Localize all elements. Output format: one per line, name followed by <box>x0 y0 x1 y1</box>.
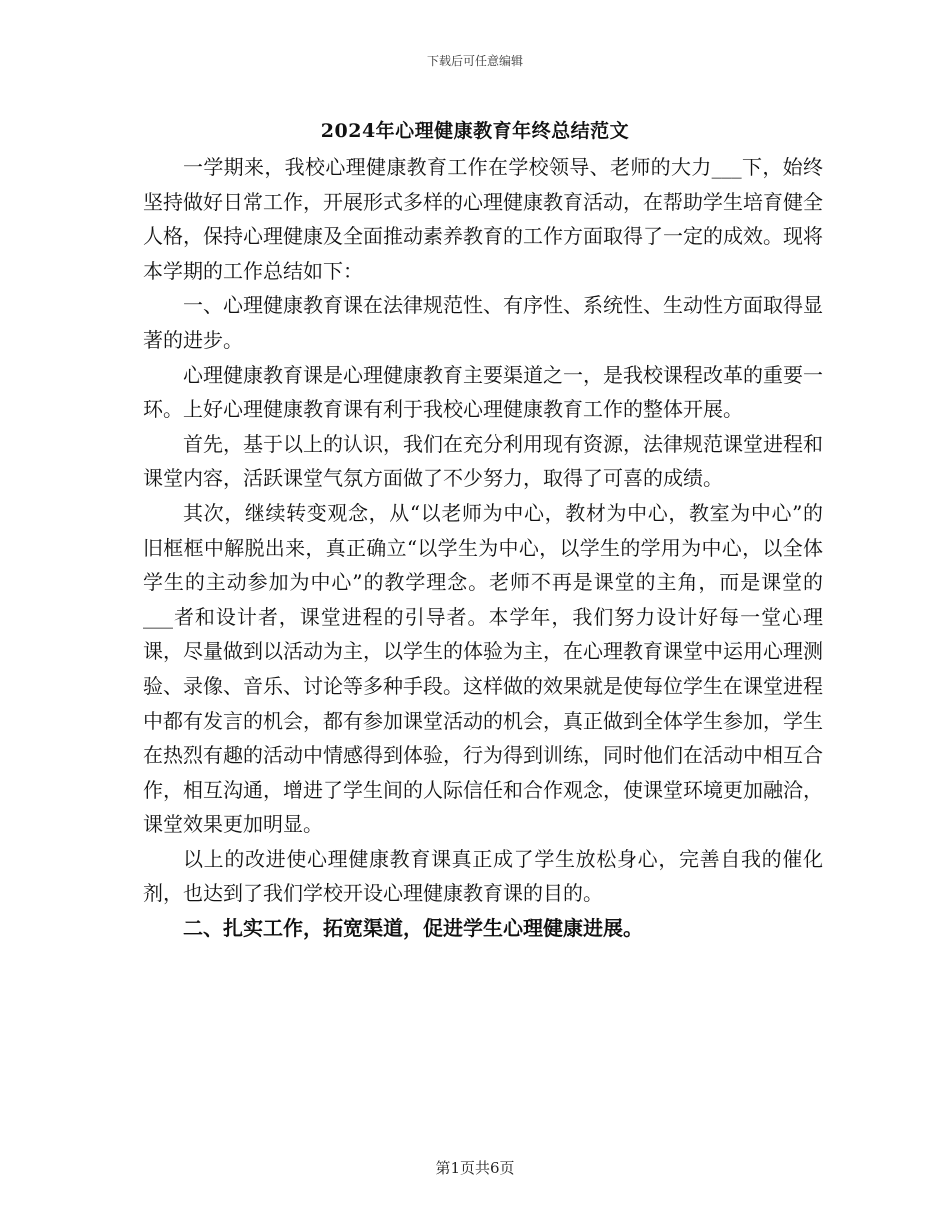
paragraph: 心理健康教育课是心理健康教育主要渠道之一，是我校课程改革的重要一环。上好心理健康教育课有利于我校心理健康教育工作的整体开展。 <box>143 362 823 422</box>
document-title: 2024年心理健康教育年终总结范文 <box>320 120 630 142</box>
paragraph: 其次，继续转变观念，从“以老师为中心，教材为中心，教室为中心”的旧框框中解脱出来，真正确立“以学生为中心，以学生的学用为中心，以全体学生的主动参加为中心”的教学理念。老师不再是课堂的主角，而是课堂的___者和设计者，课堂进程的引导者。本学年，我们努力设计好每一堂心理课，尽量做到以活动为主，以学生的体验为主，在心理教育课堂中运用心理测验、录像、音乐、讨论等多种手段。这样做的效果就是使每位学生在课堂进程中都有发言的机会，都有参加课堂活动的机会，真正做到全体学生参加，学生在热烈有趣的活动中情感得到体验，行为得到训练，同时他们在活动中相互合作，相互沟通，增进了学生间的人际信任和合作观念，使课堂环境更加融洽，课堂效果更加明显。 <box>143 500 823 837</box>
paragraph: 一学期来，我校心理健康教育工作在学校领导、老师的大力___下，始终坚持做好日常工作，开展形式多样的心理健康教育活动，在帮助学生培育健全人格，保持心理健康及全面推动素养教育的工作方面取得了一定的成效。现将本学期的工作总结如下： <box>143 155 823 283</box>
section-heading: 二、扎实工作，拓宽渠道，促进学生心理健康进展。 <box>183 916 643 941</box>
paragraph: 首先，基于以上的认识，我们在充分利用现有资源，法律规范课堂进程和课堂内容，活跃课堂气氛方面做了不少努力，取得了可喜的成绩。 <box>143 431 823 491</box>
document-body <box>143 150 823 946</box>
page-number: 第1页共6页 <box>435 1159 515 1177</box>
header-note: 下载后可任意编辑 <box>426 54 523 68</box>
paragraph: 一、心理健康教育课在法律规范性、有序性、系统性、生动性方面取得显著的进步。 <box>143 293 823 352</box>
paragraph: 以上的改进使心理健康教育课真正成了学生放松身心，完善自我的催化剂，也达到了我们学校开设心理健康教育课的目的。 <box>143 846 823 906</box>
